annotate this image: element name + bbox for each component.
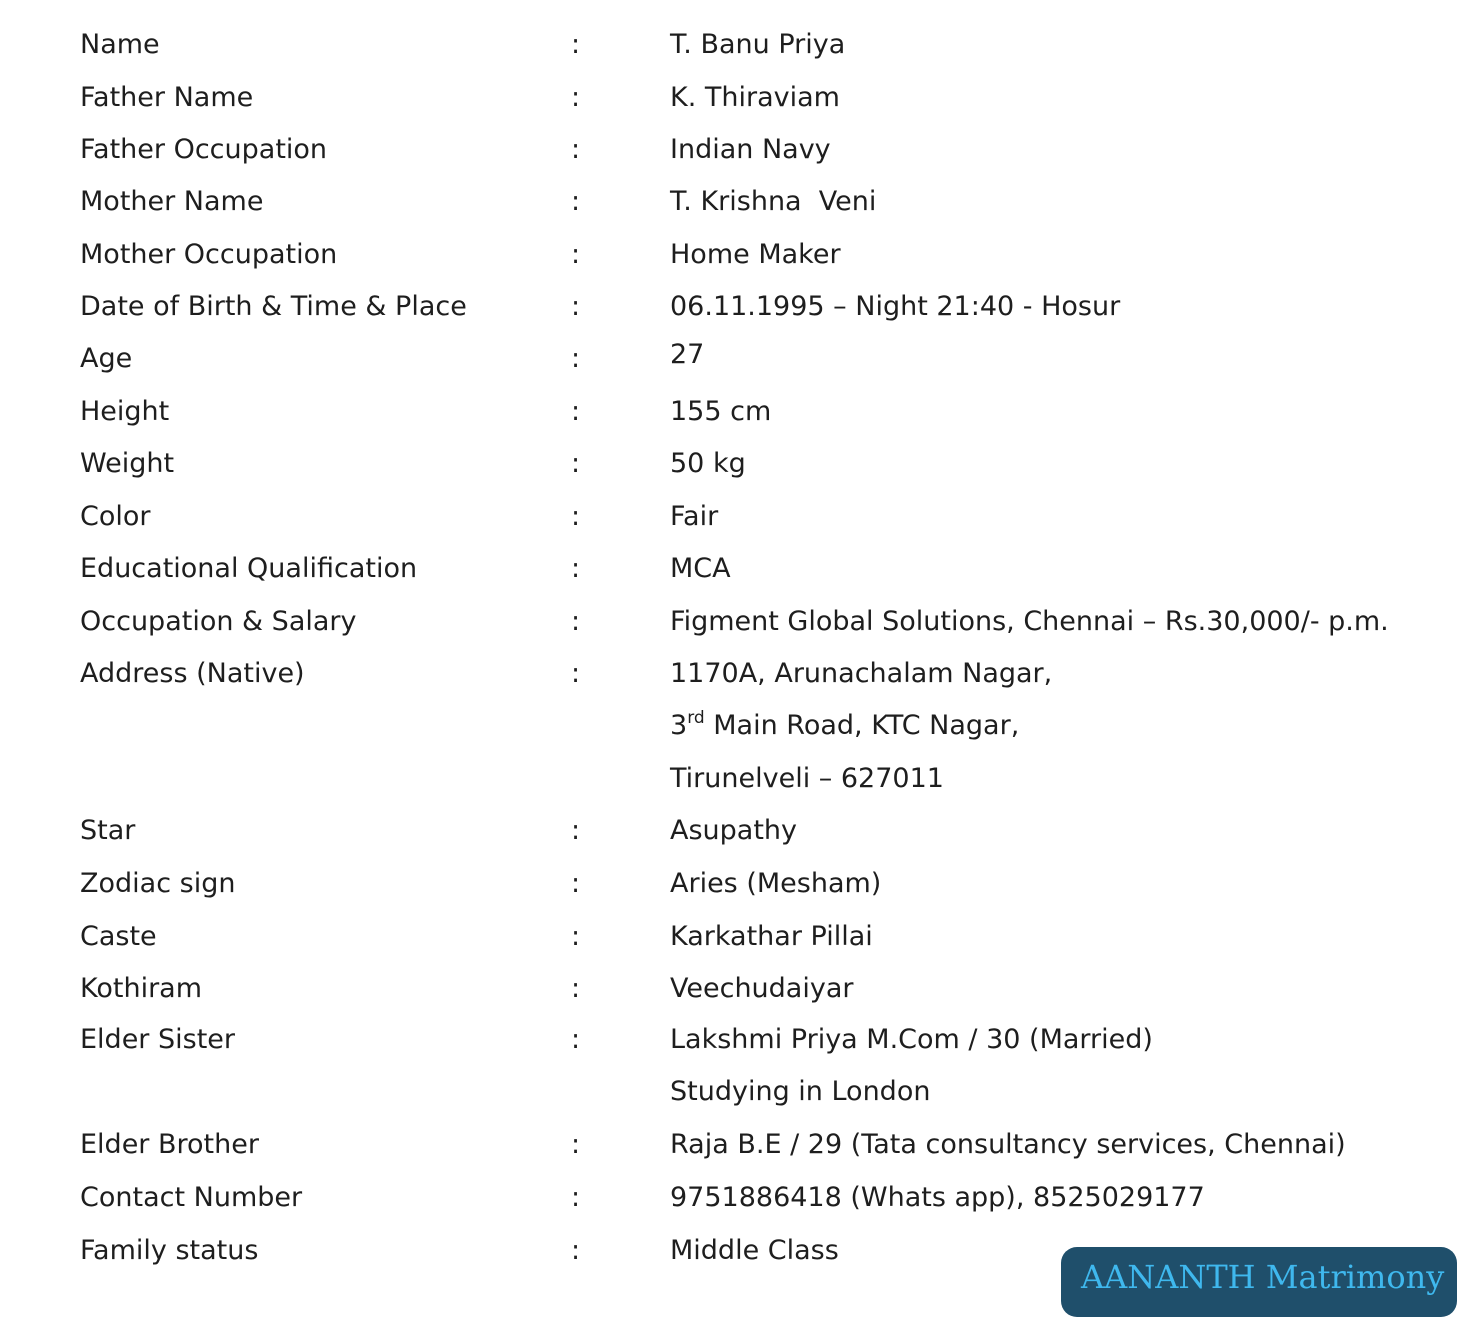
- row-name: [0, 25, 1476, 77]
- address-line2-rest: Main Road, KTC Nagar,: [704, 710, 1020, 741]
- row-color: [0, 497, 1476, 549]
- value-mother-name: T. Krishna Veni: [670, 186, 877, 217]
- row-elder-sister-line2: [0, 1072, 1476, 1124]
- row-father-occupation: [0, 130, 1476, 182]
- separator-colon: :: [571, 239, 581, 270]
- separator-colon: :: [571, 396, 581, 427]
- value-contact-number: 9751886418 (Whats app), 8525029177: [670, 1182, 1205, 1213]
- row-mother-occupation: [0, 235, 1476, 287]
- label-star: Star: [80, 815, 136, 846]
- value-star: Asupathy: [670, 815, 798, 846]
- value-age: 27: [670, 339, 705, 370]
- value-date-of-birth: 06.11.1995 – Night 21:40 - Hosur: [670, 291, 1121, 322]
- value-address-line2: [670, 706, 1019, 746]
- value-address-line1: 1170A, Arunachalam Nagar,: [670, 658, 1053, 689]
- row-educational-qualification: [0, 549, 1476, 601]
- label-father-occupation: Father Occupation: [80, 134, 328, 165]
- separator-colon: :: [571, 1129, 581, 1160]
- value-occupation-salary: Figment Global Solutions, Chennai – Rs.30,000/- p.m.: [670, 606, 1389, 637]
- value-caste: Karkathar Pillai: [670, 921, 873, 952]
- separator-colon: :: [571, 291, 581, 322]
- label-elder-brother: Elder Brother: [80, 1129, 259, 1160]
- separator-colon: :: [571, 1235, 581, 1266]
- value-father-name: K. Thiraviam: [670, 82, 840, 113]
- row-weight: [0, 444, 1476, 496]
- label-educational-qualification: Educational Qualification: [80, 553, 418, 584]
- separator-colon: :: [571, 973, 581, 1004]
- label-kothiram: Kothiram: [80, 973, 203, 1004]
- separator-colon: :: [571, 606, 581, 637]
- value-zodiac-sign: Aries (Mesham): [670, 868, 882, 899]
- separator-colon: :: [571, 1024, 581, 1055]
- watermark-text: AANANTH Matrimony: [1081, 1258, 1445, 1296]
- row-contact-number: [0, 1178, 1476, 1230]
- separator-colon: :: [571, 186, 581, 217]
- value-elder-brother: Raja B.E / 29 (Tata consultancy services, Chennai): [670, 1129, 1346, 1160]
- label-father-name: Father Name: [80, 82, 254, 113]
- value-father-occupation: Indian Navy: [670, 134, 831, 165]
- separator-colon: :: [571, 343, 581, 374]
- value-elder-sister: Lakshmi Priya M.Com / 30 (Married): [670, 1024, 1153, 1055]
- separator-colon: :: [571, 501, 581, 532]
- separator-colon: :: [571, 553, 581, 584]
- value-color: Fair: [670, 501, 719, 532]
- value-kothiram: Veechudaiyar: [670, 973, 854, 1004]
- separator-colon: :: [571, 868, 581, 899]
- label-contact-number: Contact Number: [80, 1182, 303, 1213]
- separator-colon: :: [571, 815, 581, 846]
- row-zodiac-sign: [0, 864, 1476, 916]
- value-weight: 50 kg: [670, 448, 746, 479]
- row-address: [0, 654, 1476, 706]
- address-line2-number: 3: [670, 710, 688, 741]
- label-age: Age: [80, 343, 133, 374]
- separator-colon: :: [571, 29, 581, 60]
- value-mother-occupation: Home Maker: [670, 239, 841, 270]
- label-date-of-birth: Date of Birth & Time & Place: [80, 291, 467, 322]
- label-caste: Caste: [80, 921, 157, 952]
- row-occupation-salary: [0, 602, 1476, 654]
- value-address-line3: Tirunelveli – 627011: [670, 763, 944, 794]
- row-kothiram: [0, 969, 1476, 1021]
- label-family-status: Family status: [80, 1235, 259, 1266]
- label-address: Address (Native): [80, 658, 305, 689]
- row-elder-sister: [0, 1020, 1476, 1072]
- label-height: Height: [80, 396, 170, 427]
- label-weight: Weight: [80, 448, 175, 479]
- row-height: [0, 392, 1476, 444]
- label-name: Name: [80, 29, 160, 60]
- separator-colon: :: [571, 134, 581, 165]
- row-elder-brother: [0, 1125, 1476, 1177]
- row-address-line3: [0, 759, 1476, 811]
- row-star: [0, 811, 1476, 863]
- watermark-badge: [1061, 1247, 1457, 1317]
- row-age: [0, 339, 1476, 391]
- separator-colon: :: [571, 82, 581, 113]
- label-elder-sister: Elder Sister: [80, 1024, 235, 1055]
- separator-colon: :: [571, 921, 581, 952]
- label-mother-occupation: Mother Occupation: [80, 239, 338, 270]
- label-zodiac-sign: Zodiac sign: [80, 868, 236, 899]
- value-family-status: Middle Class: [670, 1235, 839, 1266]
- row-caste: [0, 917, 1476, 969]
- value-height: 155 cm: [670, 396, 772, 427]
- row-father-name: [0, 78, 1476, 130]
- separator-colon: :: [571, 658, 581, 689]
- row-date-of-birth: [0, 287, 1476, 339]
- separator-colon: :: [571, 1182, 581, 1213]
- value-name: T. Banu Priya: [670, 29, 846, 60]
- row-address-line2: [0, 706, 1476, 758]
- value-elder-sister-line2: Studying in London: [670, 1076, 931, 1107]
- row-mother-name: [0, 182, 1476, 234]
- label-color: Color: [80, 501, 151, 532]
- separator-colon: :: [571, 448, 581, 479]
- label-occupation-salary: Occupation & Salary: [80, 606, 357, 637]
- label-mother-name: Mother Name: [80, 186, 264, 217]
- value-educational-qualification: MCA: [670, 553, 731, 584]
- address-line2-ordinal: rd: [687, 708, 705, 728]
